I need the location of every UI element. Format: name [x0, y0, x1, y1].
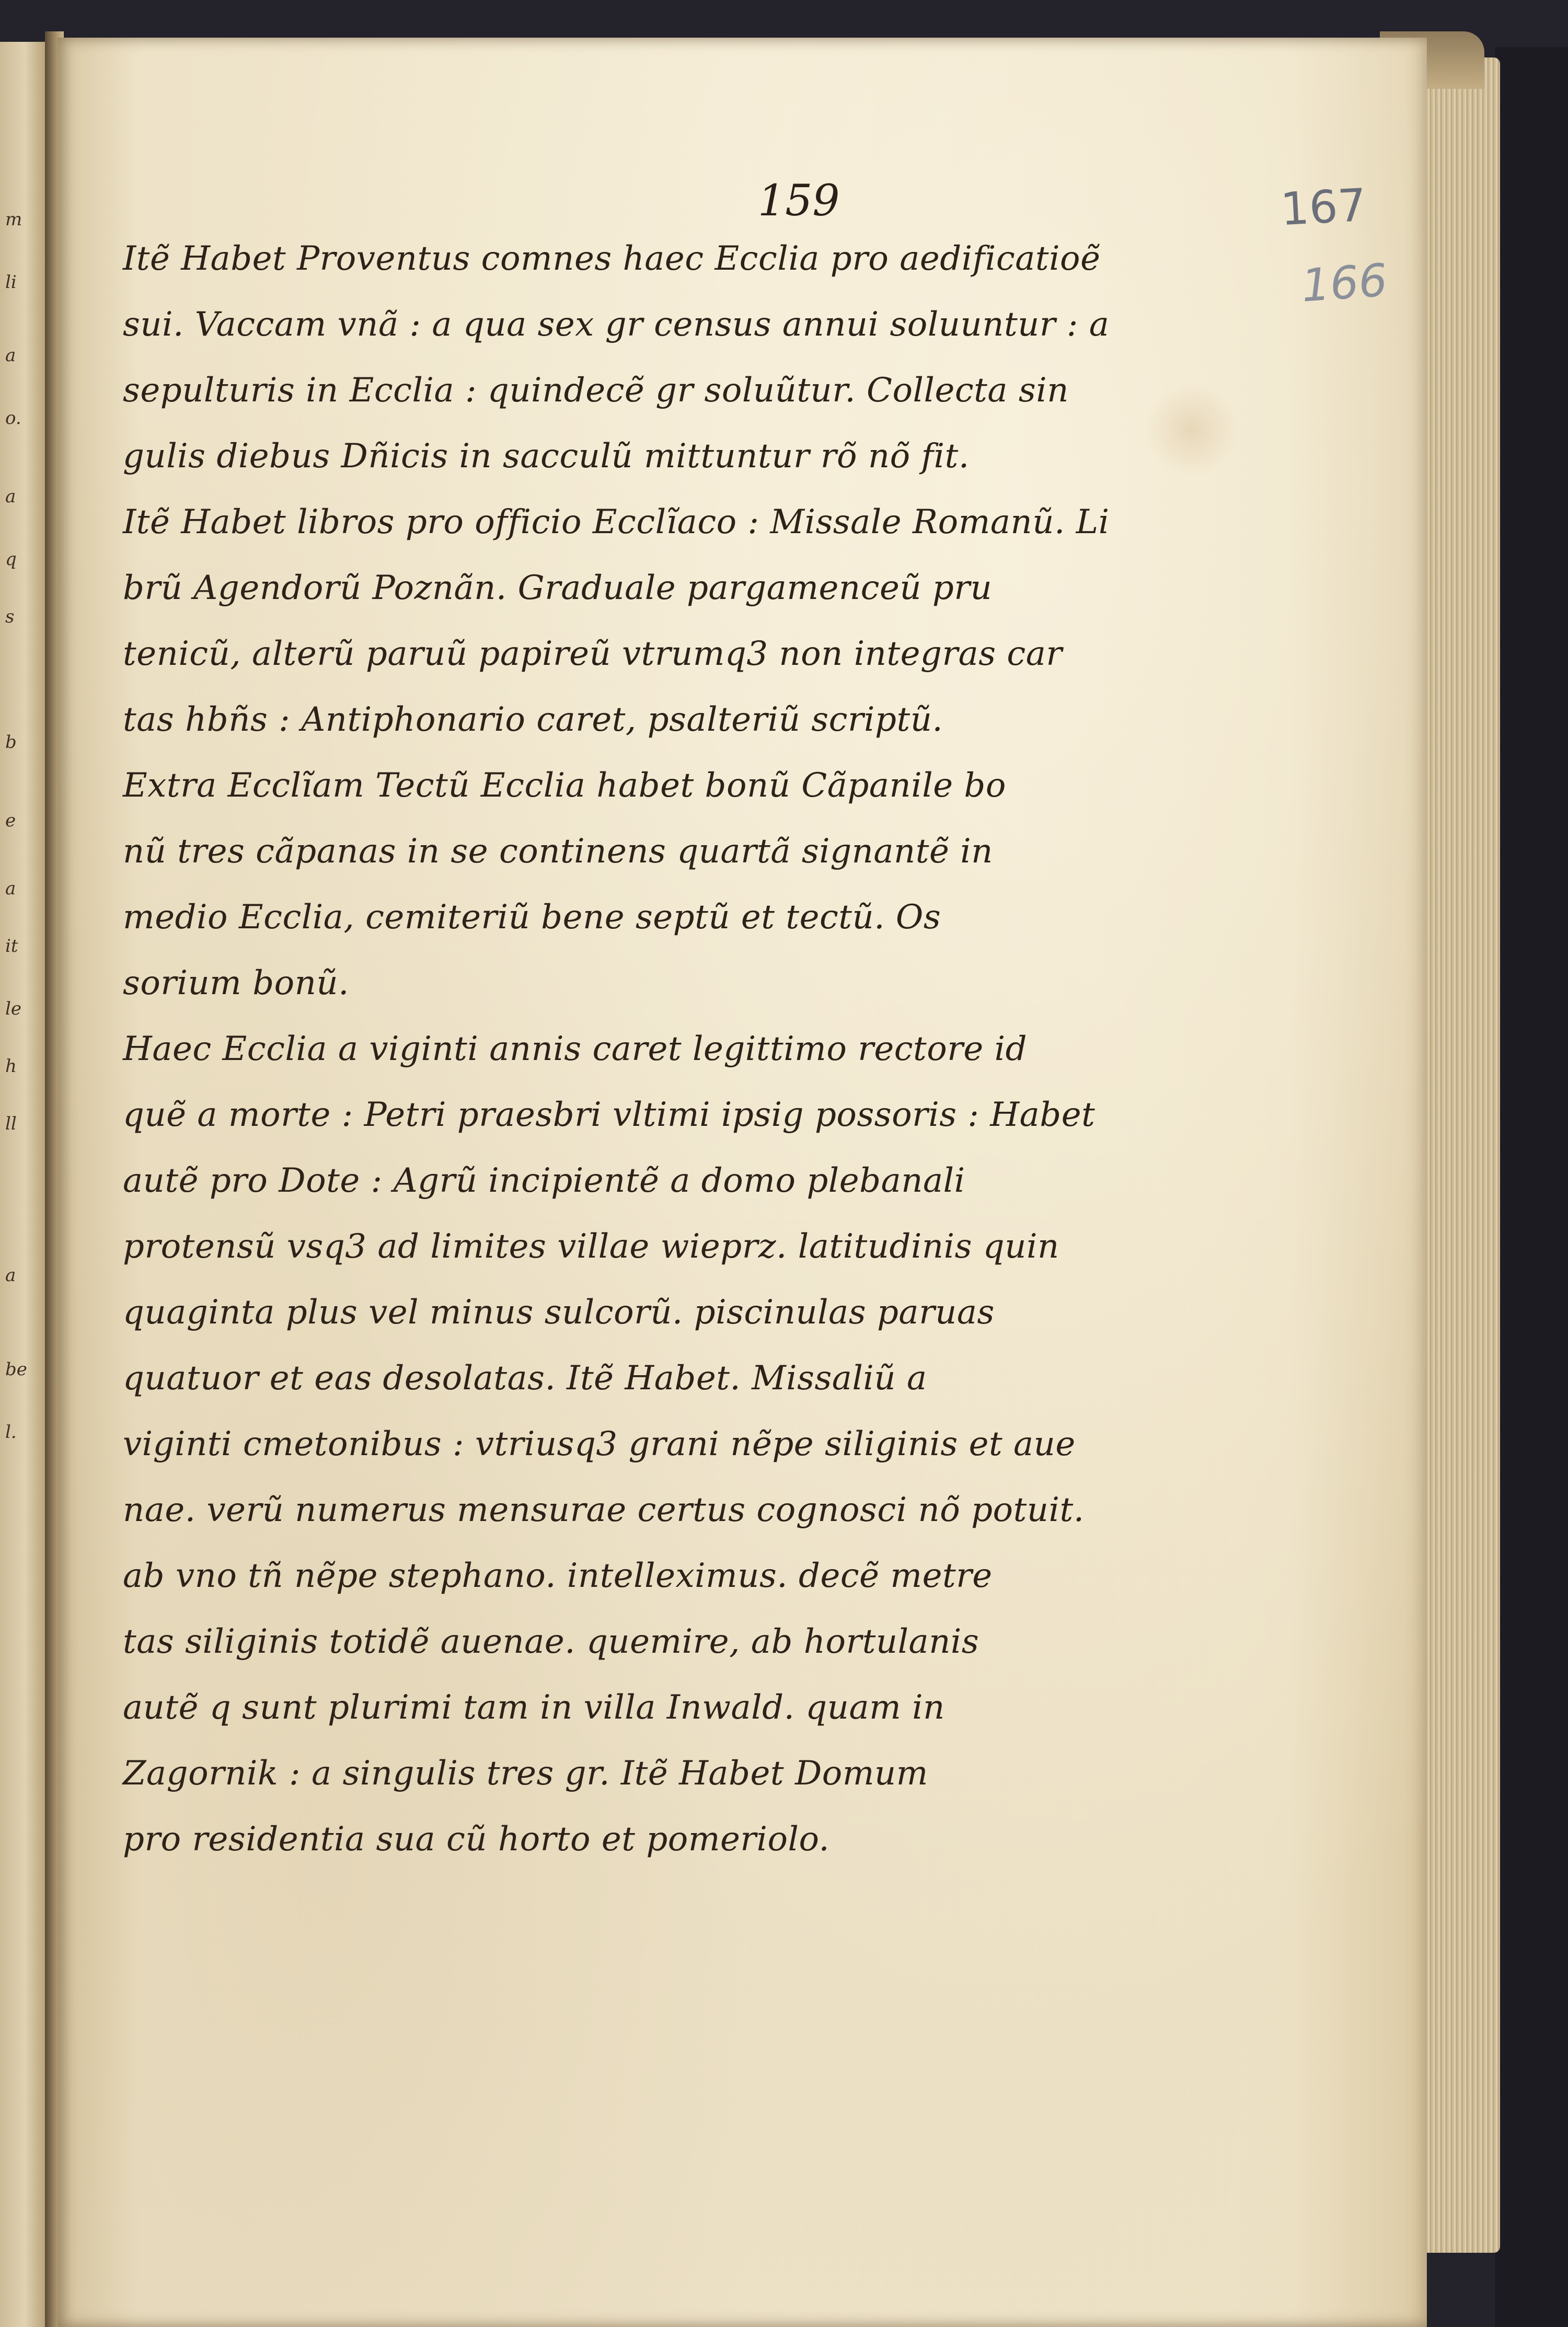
- left-page-fragment: l.: [5, 1422, 17, 1443]
- pencil-foliation-upper: 167: [1279, 179, 1368, 236]
- left-page-fragment: m: [5, 209, 22, 230]
- pencil-foliation-lower: 166: [1299, 254, 1389, 313]
- text-line: viginti cmetonibus : vtriusq3 grani nẽpe siliginis et aue: [123, 1425, 1076, 1464]
- left-page-fragment: e: [5, 810, 16, 831]
- text-line: sorium bonũ.: [123, 964, 349, 1003]
- text-line: medio Ecclia, cemiteriũ bene septũ et tectũ. Os: [123, 898, 941, 937]
- text-line: Haec Ecclia a viginti annis caret legittimo rectore id: [123, 1030, 1028, 1068]
- text-line: protensũ vsq3 ad limites villae wieprz. latitudinis quin: [123, 1227, 1059, 1266]
- text-line: autẽ q sunt plurimi tam in villa Inwald. quam in: [123, 1688, 945, 1727]
- text-line: nũ tres cãpanas in se continens quartã signantẽ in: [123, 832, 993, 871]
- left-page-fragment: a: [5, 345, 16, 366]
- text-line: nae. verũ numerus mensurae certus cognosci nõ potuit.: [123, 1491, 1085, 1529]
- left-page-fragment: it: [5, 936, 18, 957]
- text-line: gulis diebus Dñicis in sacculũ mittuntur rõ nõ fit.: [123, 437, 970, 476]
- folio-number: 159: [758, 176, 840, 226]
- left-page-fragment: o.: [5, 408, 21, 429]
- text-line: Extra Ecclĩam Tectũ Ecclia habet bonũ Cãpanile bo: [123, 766, 1006, 805]
- text-line: quaginta plus vel minus sulcorũ. piscinulas paruas: [123, 1293, 995, 1332]
- text-line: tas hbñs : Antiphonario caret, psalteriũ scriptũ.: [123, 700, 943, 739]
- left-page-fragment: be: [5, 1359, 27, 1380]
- text-line: sui. Vaccam vnã : a qua sex gr census annui soluuntur : a: [123, 305, 1110, 344]
- text-line: Itẽ Habet libros pro officio Ecclĩaco : Missale Romanũ. Li: [123, 503, 1110, 542]
- left-page-fragment: a: [5, 878, 16, 899]
- text-line: quatuor et eas desolatas. Itẽ Habet. Missaliũ a: [123, 1359, 927, 1398]
- background-shadow: [1495, 47, 1568, 2327]
- page-block-edges: [1427, 57, 1500, 2253]
- recto-page: [57, 38, 1427, 2327]
- left-page-fragment: li: [5, 272, 17, 293]
- text-line: tas siliginis totidẽ auenae. quemire, ab hortulanis: [123, 1622, 979, 1661]
- left-page-fragment: h: [5, 1056, 17, 1077]
- text-line: autẽ pro Dote : Agrũ incipientẽ a domo plebanali: [123, 1161, 965, 1200]
- left-page-fragment: q: [5, 549, 17, 570]
- manuscript-text: [123, 226, 1247, 1872]
- text-line: Itẽ Habet Proventus comnes haec Ecclia pro aedificatioẽ: [123, 239, 1101, 278]
- left-page-fragment: le: [5, 998, 21, 1019]
- left-page-edge: [0, 42, 47, 2327]
- left-page-fragment: a: [5, 486, 16, 507]
- left-page-fragment: b: [5, 732, 17, 753]
- text-line: quẽ a morte : Petri praesbri vltimi ipsig possoris : Habet: [123, 1096, 1096, 1134]
- left-page-fragment: a: [5, 1265, 16, 1286]
- text-line: ab vno tñ nẽpe stephano. intelleximus. decẽ metre: [123, 1557, 993, 1595]
- text-line: Zagornik : a singulis tres gr. Itẽ Habet Domum: [123, 1754, 928, 1793]
- text-line: pro residentia sua cũ horto et pomeriolo.: [123, 1820, 830, 1859]
- text-line: tenicũ, alterũ paruũ papireũ vtrumq3 non integras car: [123, 635, 1063, 673]
- text-line: sepulturis in Ecclia : quindecẽ gr soluũtur. Collecta sin: [123, 371, 1069, 410]
- text-line: brũ Agendorũ Poznãn. Graduale pargamenceũ pru: [123, 569, 993, 607]
- left-page-fragment: ll: [5, 1113, 17, 1134]
- left-page-fragment: s: [5, 606, 15, 627]
